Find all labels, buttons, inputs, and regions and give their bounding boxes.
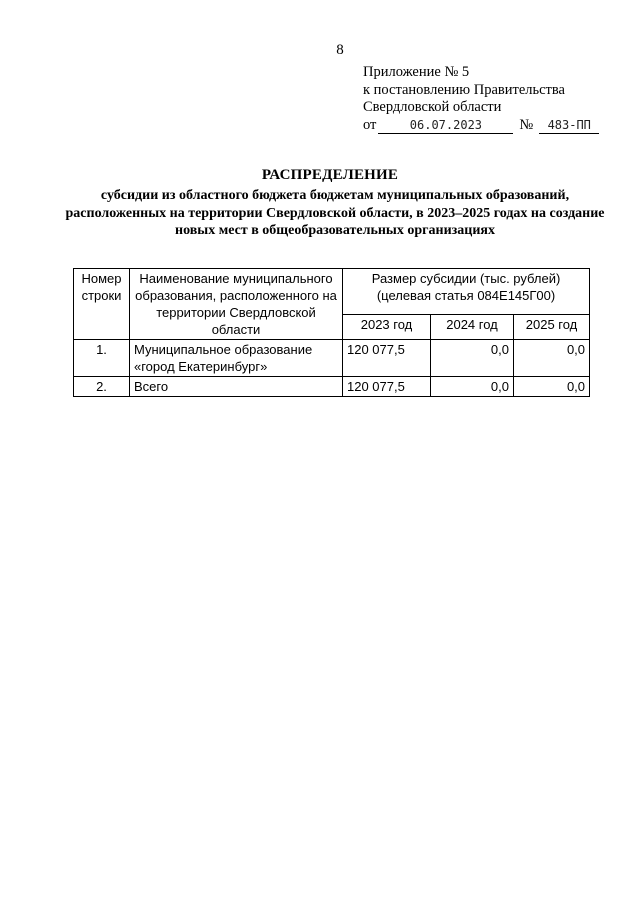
appendix-title: Приложение № 5: [363, 64, 470, 80]
table-header-row: [74, 269, 590, 315]
document-subtitle: субсидии из областного бюджета бюджетам муниципальных образований, расположенных на территории Свердловской области, в 2023–2025 годах на создание новых мест в общеобразовательных организациях: [65, 188, 605, 238]
row-name: Всего: [130, 377, 343, 397]
header-row-number: Номер строки: [74, 269, 130, 340]
document-title: РАСПРЕДЕЛЕНИЕ: [261, 167, 399, 183]
number-sign: №: [519, 116, 534, 133]
row-number: 1.: [74, 340, 130, 377]
row-value-2023: 120 077,5: [343, 377, 431, 397]
row-value-2024: 0,0: [431, 377, 514, 397]
appendix-region: Свердловской области: [363, 99, 502, 115]
row-name: Муниципальное образование «город Екатеринбург»: [130, 340, 343, 377]
header-year-2024: 2024 год: [431, 315, 514, 340]
appendix-reference: к постановлению Правительства: [363, 81, 565, 98]
header-year-2025: 2025 год: [514, 315, 590, 340]
table-row-total: [74, 377, 590, 397]
header-subsidy-size: Размер субсидии (тыс. рублей) (целевая статья 084Е145Г00): [343, 269, 590, 315]
table-row: [74, 340, 590, 377]
document-title-block: [0, 166, 640, 240]
row-value-2023: 120 077,5: [343, 340, 431, 377]
appendix-block: [363, 64, 599, 134]
row-value-2025: 0,0: [514, 340, 590, 377]
page-number: 8: [336, 42, 344, 58]
row-value-2024: 0,0: [431, 340, 514, 377]
number-stamp: 483-ПП: [539, 118, 599, 134]
date-stamp: 06.07.2023: [378, 118, 513, 134]
subsidy-table: [73, 268, 590, 397]
row-value-2025: 0,0: [514, 377, 590, 397]
header-year-2023: 2023 год: [343, 315, 431, 340]
appendix-date-number-line: [363, 117, 599, 135]
date-prefix: от: [363, 116, 377, 133]
header-municipality-name: Наименование муниципального образования, расположенного на территории Свердловской области: [130, 269, 343, 340]
row-number: 2.: [74, 377, 130, 397]
